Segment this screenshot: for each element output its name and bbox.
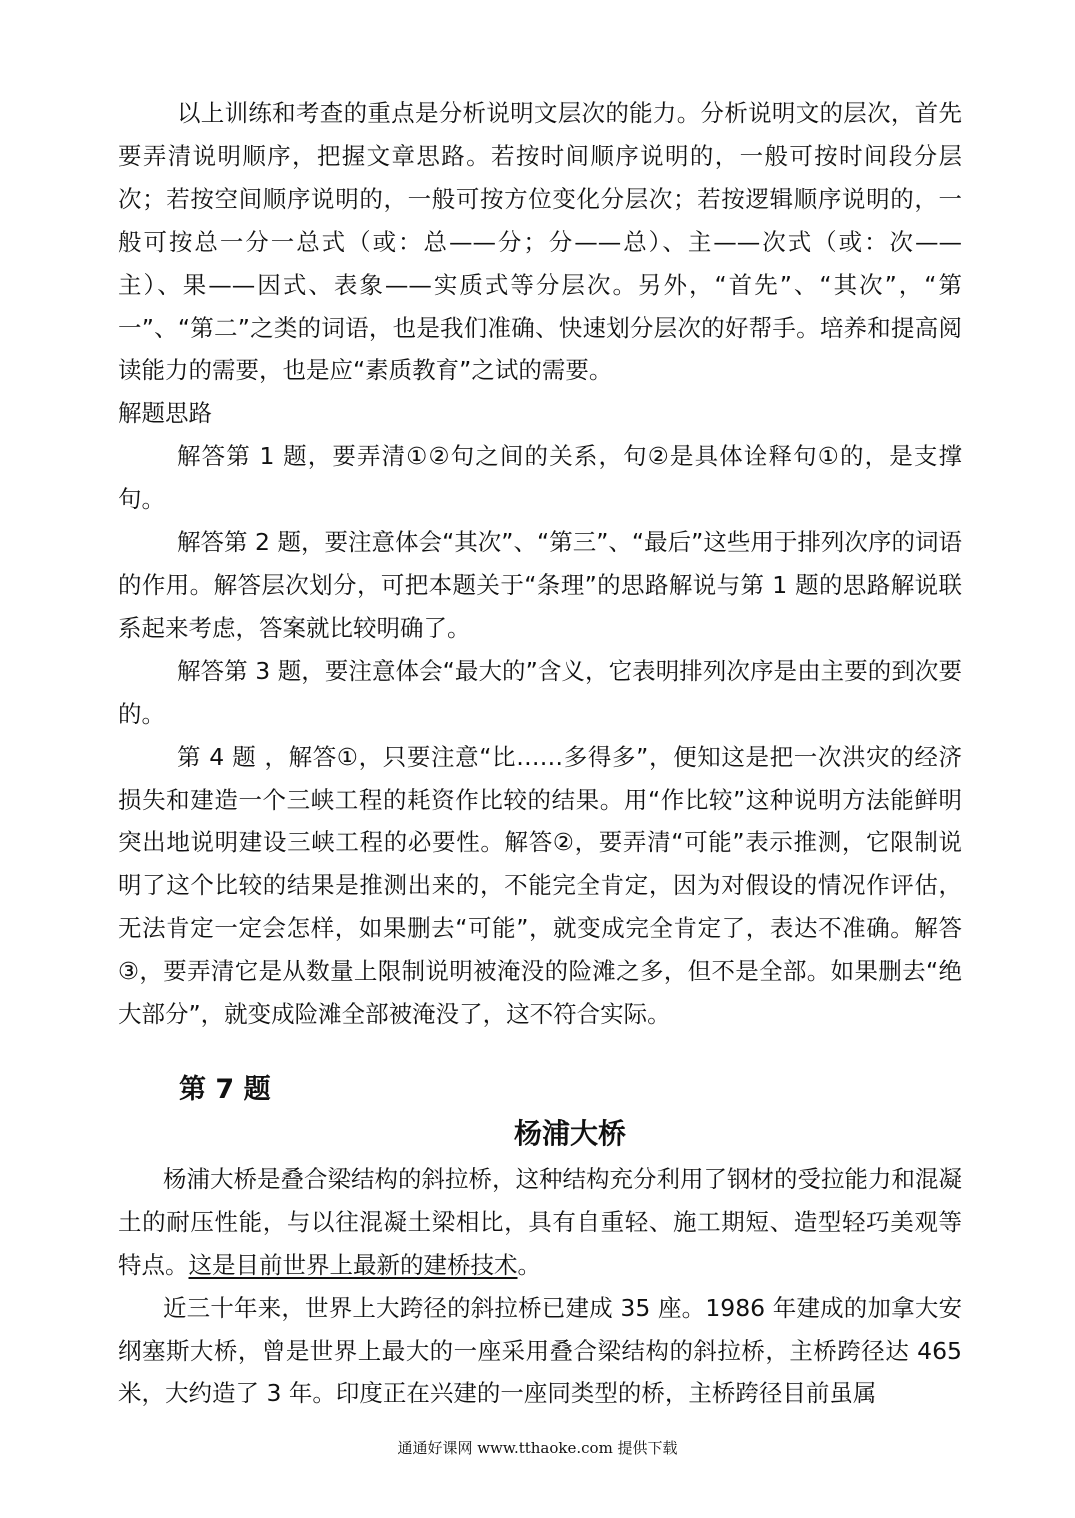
question-heading: 第 7 题 bbox=[179, 1073, 271, 1105]
page-footer: 通通好课网 www.tthaoke.com 提供下载 bbox=[397, 1439, 678, 1457]
answer-paragraph-2: 解答第 2 题，要注意体会“其次”、“第三”、“最后”这些用于排列次序的词语的作用。解答层次划分，可把本题关于“条理”的思路解说与第 1 题的思路解说联系起来考虑，答案就比较明确了。 bbox=[118, 528, 962, 642]
article-paragraph-1-end: 。 bbox=[517, 1250, 541, 1279]
article-paragraph-1 bbox=[118, 1158, 962, 1287]
document-page bbox=[118, 92, 962, 1415]
answer-paragraph-1: 解答第 1 题，要弄清①②句之间的关系，句②是具体诠释句①的，是支撑句。 bbox=[118, 442, 962, 514]
article-paragraph-2: 近三十年来，世界上大跨径的斜拉桥已建成 35 座。1986 年建成的加拿大安纲塞斯大桥，曾是世界上最大的一座采用叠合梁结构的斜拉桥，主桥跨径达 465 米，大约造了 3 年。印度正在兴建的一座同类型的桥，主桥跨径目前虽属 bbox=[118, 1293, 962, 1408]
intro-paragraph: 以上训练和考查的重点是分析说明文层次的能力。分析说明文的层次，首先要弄清说明顺序，把握文章思路。若按时间顺序说明的，一般可按时间段分层次；若按空间顺序说明的，一般可按方位变化分层次；若按逻辑顺序说明的，一般可按总一分一总式（或：总——分；分——总）、主——次式（或：次——主）、果——因式、表象——实质式等分层次。另外，“首先”、“其次”，“第一”、“第二”之类的词语，也是我们准确、快速划分层次的好帮手。培养和提高阅读能力的需要，也是应“素质教育”之试的需要。 bbox=[118, 99, 962, 385]
article-title: 杨浦大桥 bbox=[513, 1116, 626, 1150]
article-paragraph-1-text: 杨浦大桥是叠合梁结构的斜拉桥，这种结构充分利用了钢材的受拉能力和混凝土的耐压性能，与以往混凝土梁相比，具有自重轻、施工期短、造型轻巧美观等特点。 bbox=[118, 1164, 962, 1279]
answer-paragraph-4: 第 4 题 ，解答①，只要注意“比……多得多”，便知这是把一次洪灾的经济损失和建造一个三峡工程的耗资作比较的结果。用“作比较”这种说明方法能鲜明突出地说明建设三峡工程的必要性。解答②，要弄清“可能”表示推测，它限制说明了这个比较的结果是推测出来的，不能完全肯定，因为对假设的情况作评估，无法肯定一定会怎样，如果删去“可能”，就变成完全肯定了，表达不准确。解答③，要弄清它是从数量上限制说明被淹没的险滩之多，但不是全部。如果删去“绝大部分”，就变成险滩全部被淹没了，这不符合实际。 bbox=[118, 742, 962, 1029]
solution-approach-label: 解题思路 bbox=[118, 399, 212, 428]
answer-paragraph-3: 解答第 3 题，要注意体会“最大的”含义，它表明排列次序是由主要的到次要的。 bbox=[118, 656, 962, 728]
underlined-sentence: 这是目前世界上最新的建桥技术 bbox=[188, 1250, 518, 1279]
